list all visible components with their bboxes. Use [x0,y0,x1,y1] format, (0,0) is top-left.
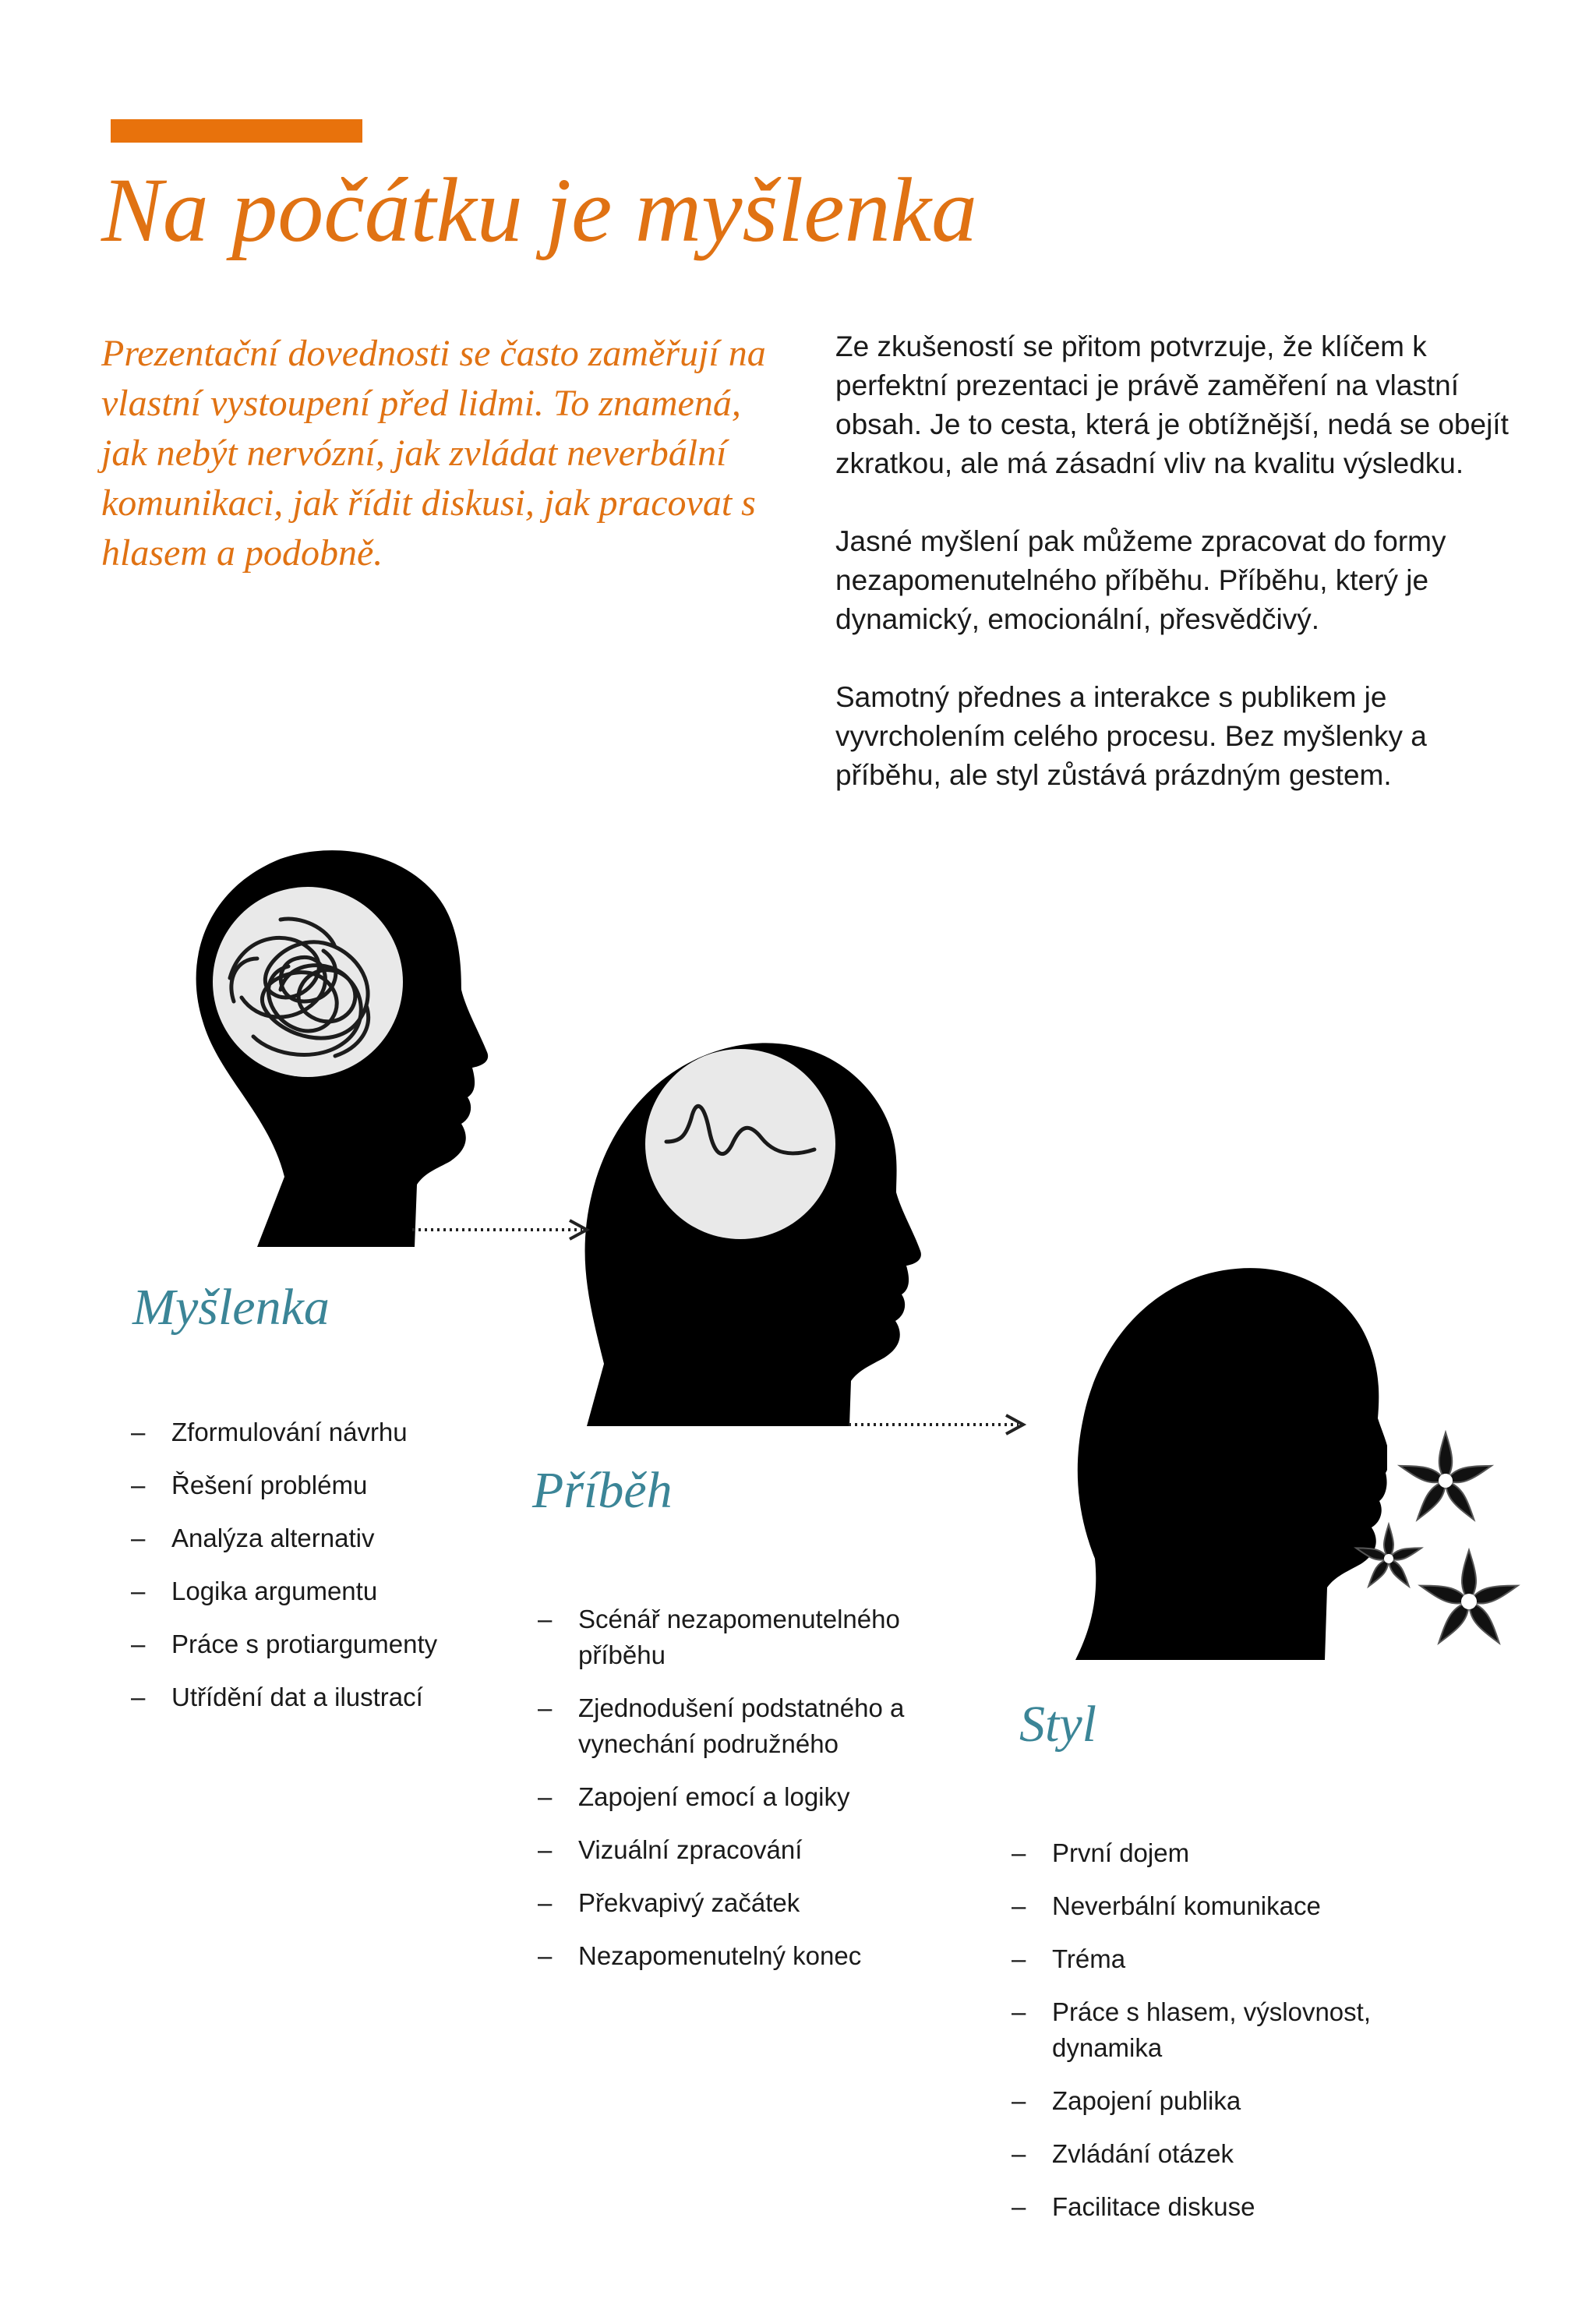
list-item: – Zapojení emocí a logiky [538,1782,850,1811]
intro-text: Prezentační dovednosti se často zaměřují na vlastní vystoupení před lidmi. To znamená, jak nebýt nervózní, jak zvládat neverbální komunikaci, jak řídit diskusi, jak pracovat s hlasem a podobně. [101,333,766,574]
flower-icon [1411,1543,1527,1660]
list-item: – Analýza alternativ [131,1524,375,1552]
body-text [835,327,1537,834]
list-item: – Zvládání otázek [1012,2139,1234,2168]
body-paragraph: Ze zkušeností se přitom potvrzuje, že klíčem k perfektní prezentaci je právě zaměření na vlastní obsah. Je to cesta, která je obtížnější, nedá se obejít zkratkou, ale má zásadní vliv na kvalitu výsledku. [835,330,1509,479]
head-silhouette-icon [125,842,491,1247]
section-heading-myslenka: Myšlenka [132,1279,330,1336]
list-item: – Překvapivý začátek [538,1888,800,1917]
list-item: – Práce s protiargumenty [131,1630,438,1658]
list-item: – Zjednodušení podstatného a vynechání podružného [538,1693,905,1758]
list-item: – Práce s hlasem, výslovnost, dynamika [1012,1997,1371,2062]
page-title: Na počátku je myšlenka [101,159,977,261]
section-heading-pribeh: Příběh [532,1462,673,1519]
list-item: – První dojem [1012,1838,1190,1867]
thought-circle [645,1049,835,1239]
list-item: – Řešení problému [131,1471,368,1499]
list-item: – Zapojení publika [1012,2086,1241,2115]
body-paragraph: Samotný přednes a interakce s publikem je vyvrcholením celého procesu. Bez myšlenky a příběhu, ale styl zůstává prázdným gestem. [835,681,1427,791]
head-silhouette-icon [1075,1262,1387,1660]
flower-icon [1391,1426,1500,1535]
list-item: – Neverbální komunikace [1012,1891,1321,1920]
list-pribeh [538,1601,927,1991]
list-item: – Tréma [1012,1944,1126,1973]
head-silhouette-icon [581,1029,923,1426]
thought-circle [213,887,403,1077]
accent-bar [111,119,362,143]
dotted-arrow-icon [409,1214,596,1245]
dotted-arrow-icon [846,1409,1033,1440]
list-item: – Logika argumentu [131,1577,378,1605]
list-item: – Utřídění dat a ilustrací [131,1683,423,1711]
list-item: – Scénář nezapomenutelného příběhu [538,1605,900,1669]
list-item: – Facilitace diskuse [1012,2192,1255,2221]
list-item: – Vizuální zpracování [538,1835,803,1864]
list-myslenka [131,1414,497,1732]
section-heading-styl: Styl [1019,1696,1096,1753]
list-item: – Zformulování návrhu [131,1418,408,1446]
list-item: – Nezapomenutelný konec [538,1941,862,1970]
list-styl [1012,1835,1448,2242]
body-paragraph: Jasné myšlení pak můžeme zpracovat do formy nezapomenutelného příběhu. Příběhu, který je dynamický, emocionální, přesvědčivý. [835,525,1446,635]
